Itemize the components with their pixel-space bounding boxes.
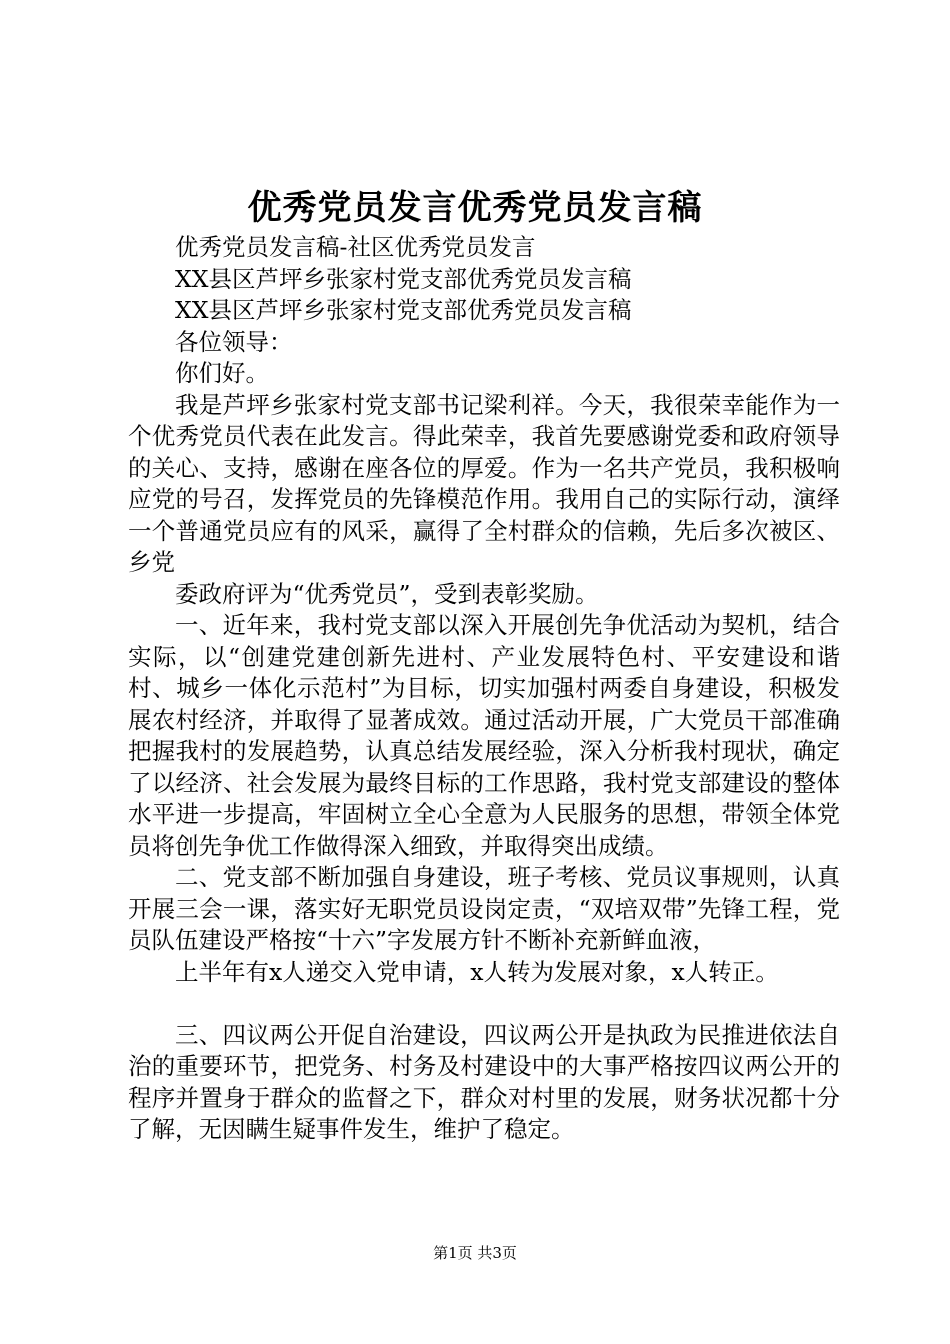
paragraph: 各位领导：: [175, 327, 293, 356]
paragraph: XX县区芦坪乡张家村党支部优秀党员发言稿: [175, 296, 632, 324]
paragraph: XX县区芦坪乡张家村党支部优秀党员发言稿: [175, 264, 632, 293]
document-body: [128, 232, 840, 1146]
paragraph: 你们好。: [175, 359, 269, 387]
page-footer: 第1页 共3页: [433, 1244, 517, 1262]
paragraph: 二、党支部不断加强自身建设，班子考核、党员议事规则，认真开展三会一课，落实好无职党员设岗定责，“双培双带”先锋工程，党员队伍建设严格按“十六”字发展方针不断补充新鲜血液，: [128, 863, 840, 954]
document-title: 优秀党员发言优秀党员发言稿: [247, 188, 703, 228]
paragraph: 一、近年来，我村党支部以深入开展创先争优活动为契机，结合实际，以“创建党建创新先进村、产业发展特色村、平安建设和谐村、城乡一体化示范村”为目标，切实加强村两委自身建设，积极发展农村经济，并取得了显著成效。通过活动开展，广大党员干部准确把握我村的发展趋势，认真总结发展经验，深入分析我村现状，确定了以经济、社会发展为最终目标的工作思路，我村党支部建设的整体水平进一步提高，牢固树立全心全意为人民服务的思想，带领全体党员将创先争优工作做得深入细致，并取得突出成绩。: [128, 611, 840, 860]
paragraph: 上半年有x人递交入党申请，x人转为发展对象，x人转正。: [175, 957, 779, 986]
paragraph: 优秀党员发言稿-社区优秀党员发言: [175, 233, 536, 261]
paragraph: 我是芦坪乡张家村党支部书记梁利祥。今天，我很荣幸能作为一个优秀党员代表在此发言。得此荣幸，我首先要感谢党委和政府领导的关心、支持，感谢在座各位的厚爱。作为一名共产党员，我积极响应党的号召，发挥党员的先锋模范作用。我用自己的实际行动，演绎一个普通党员应有的风采，赢得了全村群众的信赖，先后多次被区、乡党: [128, 390, 840, 576]
paragraph: 委政府评为“优秀党员”，受到表彰奖励。: [175, 579, 599, 608]
paragraph: 三、四议两公开促自治建设，四议两公开是执政为民推进依法自治的重要环节，把党务、村务及村建设中的大事严格按四议两公开的程序并置身于群众的监督之下，群众对村里的发展，财务状况都十分了解，无因瞒生疑事件发生，维护了稳定。: [128, 1020, 840, 1143]
